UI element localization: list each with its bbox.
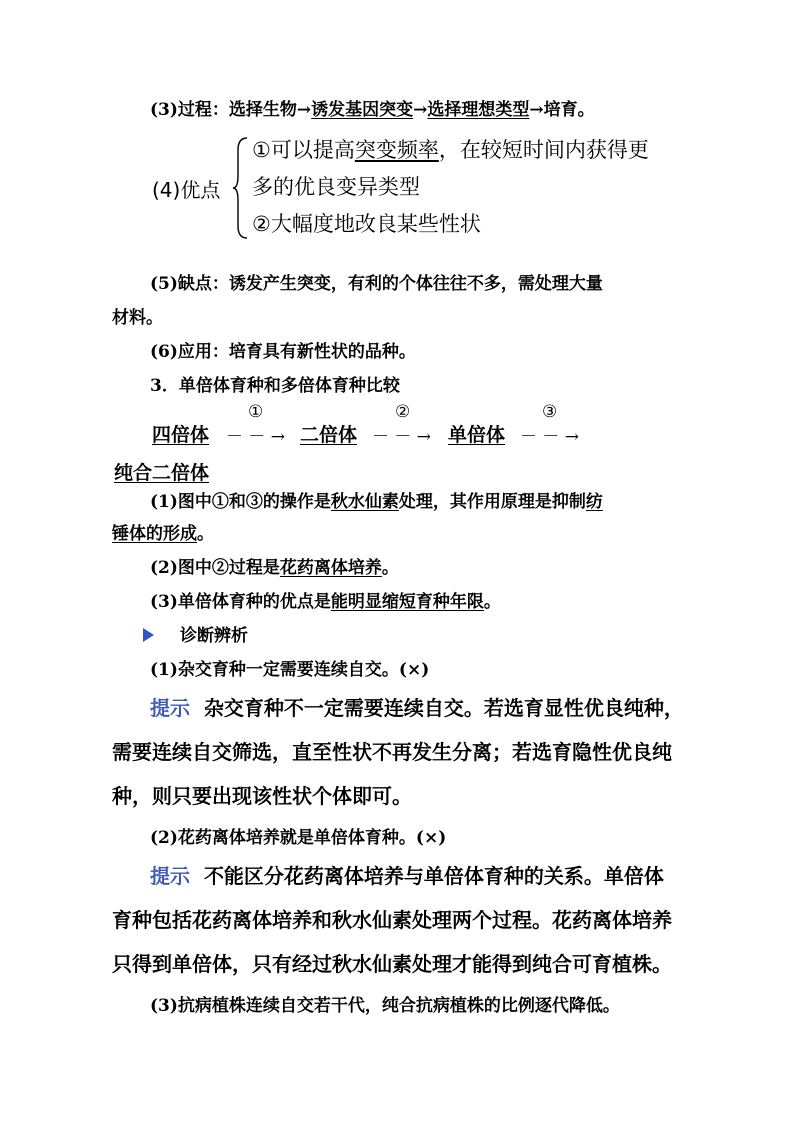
- triangle-bullet-icon: [143, 628, 154, 642]
- flow-step-3: ③: [542, 402, 558, 422]
- flow-step-2: ②: [395, 402, 411, 422]
- flow-node-haploid: 单倍体: [448, 424, 506, 446]
- tip2-label: 提示: [150, 864, 190, 888]
- q1-line-1: (1)图中①和③的操作是秋水仙素处理，其作用原理是抑制纺: [150, 492, 603, 512]
- flow-arrow-1: － － →: [226, 427, 286, 447]
- pros-label: (4)优点: [152, 178, 221, 202]
- flow-node-tetraploid: 四倍体: [152, 424, 210, 446]
- diagnosis-item-3: (3)抗病植株连续自交若干代，纯合抗病植株的比例逐代降低。: [150, 996, 620, 1016]
- left-brace-icon: [232, 136, 248, 240]
- pros-line-3: ②大幅度地改良某些性状: [252, 212, 481, 236]
- tip1-line-3: 种，则只要出现该性状个体即可。: [112, 784, 412, 808]
- flow-step-1: ①: [248, 402, 264, 422]
- diagnosis-item-2: (2)花药离体培养就是单倍体育种。(×): [150, 828, 447, 848]
- section-3-title: 3．单倍体育种和多倍体育种比较: [150, 376, 400, 396]
- q1-line-2: 锤体的形成。: [112, 524, 214, 544]
- tip1-line-2: 需要连续自交筛选，直至性状不再发生分离；若选育隐性优良纯: [112, 740, 672, 764]
- cons-line-2: 材料。: [112, 308, 163, 328]
- tip2-line-1: 提示 不能区分花药离体培养与单倍体育种的关系。单倍体: [150, 864, 664, 888]
- diagnosis-item-1: (1)杂交育种一定需要连续自交。(×): [150, 660, 430, 680]
- flow-arrow-3: － － →: [520, 427, 580, 447]
- diagnosis-heading: 诊断辨析: [180, 626, 248, 646]
- flow-node-diploid: 二倍体: [300, 424, 358, 446]
- q3-line: (3)单倍体育种的优点是能明显缩短育种年限。: [150, 592, 501, 612]
- tip2-line-3: 只得到单倍体，只有经过秋水仙素处理才能得到纯合可育植株。: [112, 952, 672, 976]
- tip1-label: 提示: [150, 696, 190, 720]
- application-line: (6)应用：培育具有新性状的品种。: [150, 342, 416, 362]
- pros-line-1: ①可以提高突变频率，在较短时间内获得更: [252, 138, 649, 162]
- pros-line-2: 多的优良变异类型: [252, 175, 420, 199]
- process-line: (3)过程：选择生物→诱发基因突变→选择理想类型→培育。: [150, 100, 595, 120]
- q2-line: (2)图中②过程是花药离体培养。: [150, 558, 399, 578]
- tip1-line-1: 提示 杂交育种不一定需要连续自交。若选育显性优良纯种，: [150, 696, 684, 720]
- cons-line-1: (5)缺点：诱发产生突变，有利的个体往往不多，需处理大量: [150, 274, 603, 294]
- flow-node-pure-diploid: 纯合二倍体: [114, 462, 210, 484]
- flow-arrow-2: － － →: [372, 427, 432, 447]
- tip2-line-2: 育种包括花药离体培养和秋水仙素处理两个过程。花药离体培养: [112, 908, 672, 932]
